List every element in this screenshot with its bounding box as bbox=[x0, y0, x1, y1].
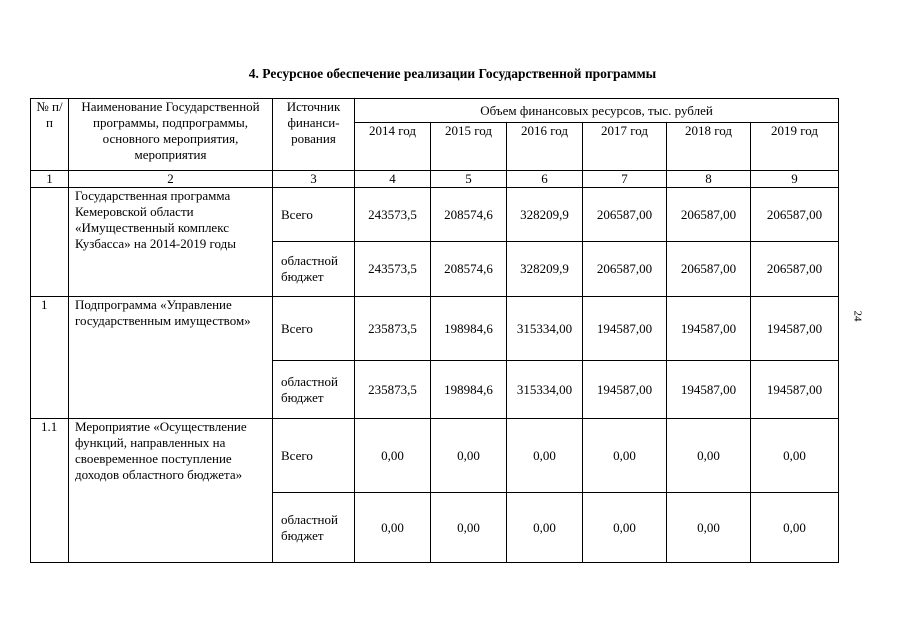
column-number: 3 bbox=[273, 171, 355, 188]
column-number: 2 bbox=[69, 171, 273, 188]
source-label: Всего bbox=[273, 188, 355, 242]
value-cell: 206587,00 bbox=[751, 188, 839, 242]
header-year: 2017 год bbox=[583, 123, 667, 171]
header-year: 2015 год bbox=[431, 123, 507, 171]
value-cell: 0,00 bbox=[751, 493, 839, 563]
value-cell: 328209,9 bbox=[507, 242, 583, 297]
column-number: 9 bbox=[751, 171, 839, 188]
value-cell: 208574,6 bbox=[431, 188, 507, 242]
header-name: Наименование Государственной программы, подпрограммы, основного мероприятия, мероприятия bbox=[69, 99, 273, 171]
table-row bbox=[31, 297, 839, 361]
value-cell: 235873,5 bbox=[355, 297, 431, 361]
document-title: 4. Ресурсное обеспечение реализации Государственной программы bbox=[248, 66, 657, 81]
value-cell: 206587,00 bbox=[583, 242, 667, 297]
column-number: 7 bbox=[583, 171, 667, 188]
value-cell: 243573,5 bbox=[355, 242, 431, 297]
value-cell: 0,00 bbox=[507, 493, 583, 563]
page-number: 24 bbox=[851, 310, 864, 322]
value-cell: 194587,00 bbox=[667, 361, 751, 419]
resource-table bbox=[30, 98, 839, 563]
value-cell: 194587,00 bbox=[751, 297, 839, 361]
value-cell: 0,00 bbox=[355, 419, 431, 493]
value-cell: 328209,9 bbox=[507, 188, 583, 242]
value-cell: 206587,00 bbox=[751, 242, 839, 297]
column-number: 4 bbox=[355, 171, 431, 188]
column-number-row bbox=[31, 171, 839, 188]
row-name: Мероприятие «Осуществление функций, направленных на своевременное поступление доходов областного бюджета» bbox=[69, 419, 273, 563]
header-year: 2018 год bbox=[667, 123, 751, 171]
row-number bbox=[31, 188, 69, 297]
value-cell: 315334,00 bbox=[507, 297, 583, 361]
source-label: областной бюджет bbox=[273, 242, 355, 297]
header-source: Источник финанси-рования bbox=[273, 99, 355, 171]
header-num: № п/п bbox=[31, 99, 69, 171]
value-cell: 206587,00 bbox=[583, 188, 667, 242]
row-number: 1.1 bbox=[31, 419, 69, 563]
row-name: Подпрограмма «Управление государственным имуществом» bbox=[69, 297, 273, 419]
source-label: областной бюджет bbox=[273, 361, 355, 419]
value-cell: 206587,00 bbox=[667, 242, 751, 297]
value-cell: 0,00 bbox=[355, 493, 431, 563]
header-year: 2019 год bbox=[751, 123, 839, 171]
value-cell: 194587,00 bbox=[583, 297, 667, 361]
value-cell: 194587,00 bbox=[583, 361, 667, 419]
row-number: 1 bbox=[31, 297, 69, 419]
value-cell: 0,00 bbox=[431, 419, 507, 493]
value-cell: 315334,00 bbox=[507, 361, 583, 419]
value-cell: 0,00 bbox=[507, 419, 583, 493]
header-year: 2014 год bbox=[355, 123, 431, 171]
value-cell: 0,00 bbox=[667, 419, 751, 493]
value-cell: 198984,6 bbox=[431, 361, 507, 419]
value-cell: 235873,5 bbox=[355, 361, 431, 419]
value-cell: 0,00 bbox=[667, 493, 751, 563]
row-name: Государственная программа Кемеровской области «Имущественный комплекс Кузбасса» на 2014-2019 годы bbox=[69, 188, 273, 297]
source-label: Всего bbox=[273, 297, 355, 361]
source-label: областной бюджет bbox=[273, 493, 355, 563]
value-cell: 206587,00 bbox=[667, 188, 751, 242]
value-cell: 0,00 bbox=[431, 493, 507, 563]
value-cell: 243573,5 bbox=[355, 188, 431, 242]
header-volume: Объем финансовых ресурсов, тыс. рублей bbox=[355, 99, 839, 123]
column-number: 5 bbox=[431, 171, 507, 188]
value-cell: 198984,6 bbox=[431, 297, 507, 361]
value-cell: 194587,00 bbox=[751, 361, 839, 419]
table-row bbox=[31, 188, 839, 242]
column-number: 8 bbox=[667, 171, 751, 188]
source-label: Всего bbox=[273, 419, 355, 493]
table-row bbox=[31, 419, 839, 493]
column-number: 1 bbox=[31, 171, 69, 188]
value-cell: 0,00 bbox=[583, 493, 667, 563]
value-cell: 194587,00 bbox=[667, 297, 751, 361]
header-year: 2016 год bbox=[507, 123, 583, 171]
value-cell: 0,00 bbox=[751, 419, 839, 493]
value-cell: 208574,6 bbox=[431, 242, 507, 297]
value-cell: 0,00 bbox=[583, 419, 667, 493]
column-number: 6 bbox=[507, 171, 583, 188]
